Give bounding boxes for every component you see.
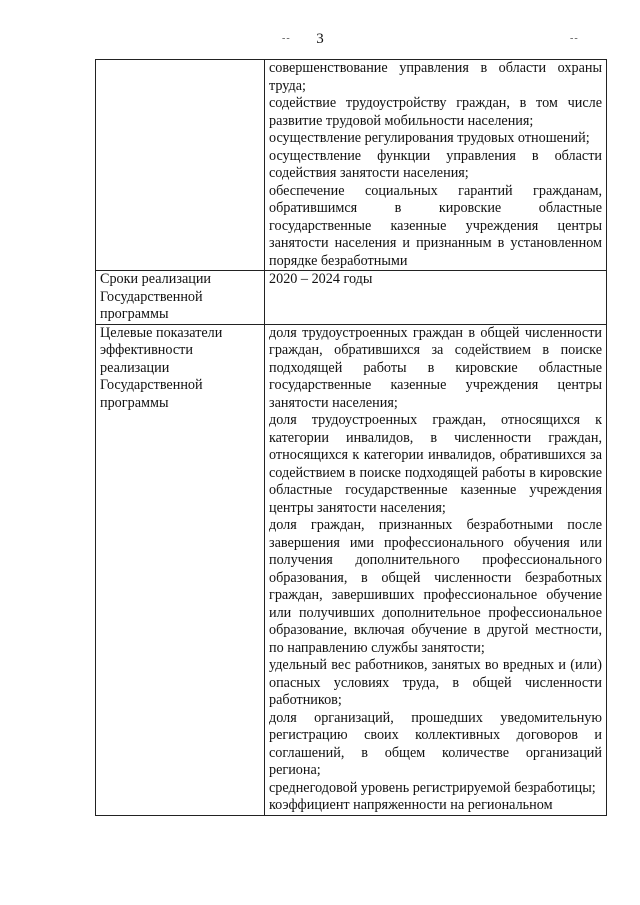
row-content-indicators [265, 324, 607, 815]
content-paragraph: осуществление регулирования трудовых отношений; [269, 130, 590, 146]
scan-mark-right: -- [570, 33, 579, 44]
content-paragraph: обеспечение социальных гарантий гражданам, обратившимся в кировские областные государственные казенные учреждения центры занятости населения и признанным в установленном порядке безработными [269, 182, 602, 269]
row-content [265, 60, 607, 271]
row-label [96, 60, 265, 271]
content-paragraph: доля граждан, признанных безработными после завершения ими профессионального обучения или получения дополнительного профессионального образования, в общей численности безработных граждан, завершивших профессиональное обучение или получивших дополнительное профессиональное образование, включая обучение в другой местности, по направлению службы занятости; [269, 517, 602, 656]
table-row-objectives-continued [96, 60, 607, 271]
content-paragraph: доля организаций, прошедших уведомительную регистрацию своих коллективных договоров и соглашений, в общем количестве организаций региона; [269, 709, 602, 778]
program-passport-table [95, 59, 607, 816]
content-paragraph: среднегодовой уровень регистрируемой безработицы; [269, 779, 596, 796]
content-paragraph: доля трудоустроенных граждан, относящихся к категории инвалидов, в численности граждан, относящихся к категории инвалидов, обратившихся за содействием в поиске подходящей работы в кировские областные государственные казенные учреждения центры занятости населения; [269, 412, 602, 516]
row-label-indicators: Целевые показатели эффективности реализации Государственной программы [96, 324, 265, 815]
content-paragraph: удельный вес работников, занятых во вредных и (или) опасных условиях труда, в общей численности работников; [269, 657, 602, 708]
content-paragraph: содействие трудоустройству граждан, в том числе развитие трудовой мобильности населения; [269, 95, 602, 129]
row-label-timeline: Сроки реализации Государственной программы [96, 271, 265, 325]
scan-mark-left: -- [282, 33, 291, 44]
content-paragraph: коэффициент напряженности на региональном [269, 797, 553, 813]
content-paragraph: доля трудоустроенных граждан в общей численности граждан, обратившихся за содействием в поиске подходящей работы в кировские областные государственные казенные учреждения центры занятости населения; [269, 324, 602, 411]
content-paragraph: 2020 – 2024 годы [269, 271, 373, 287]
table-row-timeline [96, 271, 607, 325]
content-paragraph: осуществление функции управления в области содействия занятости населения; [269, 147, 602, 181]
table-row-target-indicators [96, 324, 607, 815]
row-content-timeline [265, 271, 607, 325]
content-paragraph: совершенствование управления в области охраны труда; [269, 60, 602, 94]
page-number: 3 [316, 31, 324, 47]
